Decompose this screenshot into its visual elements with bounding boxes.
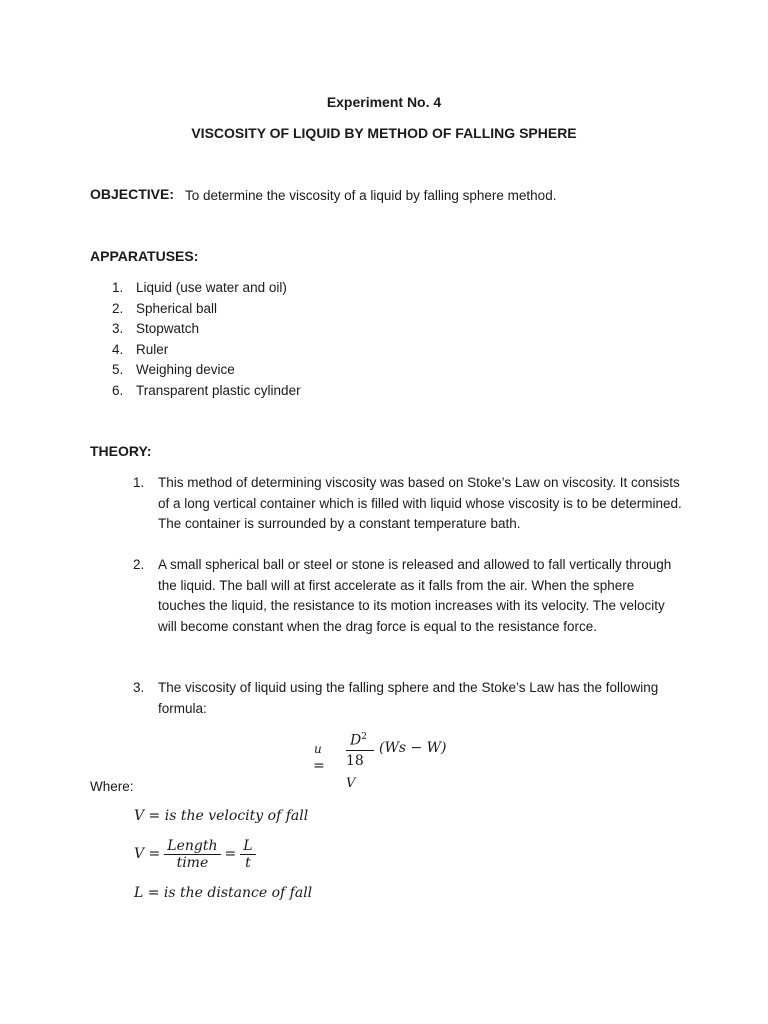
list-item (112, 299, 512, 320)
theory-item-number: 1. (133, 475, 145, 490)
list-item-number: 5. (112, 362, 124, 377)
stokes-formula (300, 728, 500, 796)
theory-item-number: 2. (133, 557, 145, 572)
theory-item-text: A small spherical ball or steel or stone is released and allowed to fall vertically through the liquid. The ball will at first accelerate as it falls from the air. When the sphere touches the liquid, the resistance to its motion increases with its velocity. The velocity will become constant when the drag force is equal to the resistance force. (158, 557, 672, 634)
theory-item (133, 678, 683, 719)
fraction-denominator: t (240, 854, 255, 871)
objective-label: OBJECTIVE: (90, 186, 175, 202)
formula-numerator-base: D (350, 732, 362, 749)
fraction-numerator: Length (167, 837, 218, 854)
theory-item-text: This method of determining viscosity was based on Stoke’s Law on viscosity. It consists of a long vertical container which is filled with liquid whose viscosity is to be determined. The container is surrounded by a constant temperature bath. (158, 475, 682, 531)
velocity-equation-lhs: V = (134, 846, 161, 862)
list-item-number: 1. (112, 280, 124, 295)
l-over-t-fraction (240, 838, 255, 871)
list-item-text: Ruler (136, 341, 169, 357)
formula-numerator-exponent: 2 (361, 732, 367, 742)
experiment-number-title: Experiment No. 4 (326, 94, 442, 110)
list-item-text: Liquid (use water and oil) (136, 280, 287, 295)
list-item (112, 360, 512, 381)
list-item-number: 3. (112, 321, 124, 336)
list-item-text: Transparent plastic cylinder (136, 382, 301, 398)
list-item-number: 4. (112, 341, 124, 357)
list-item-text: Stopwatch (136, 321, 200, 336)
theory-item-number: 3. (133, 680, 145, 695)
list-item (112, 381, 512, 402)
formula-fraction-bar (346, 750, 374, 751)
theory-item (133, 473, 683, 535)
objective-text: To determine the viscosity of a liquid by falling sphere method. (185, 188, 557, 203)
distance-definition: L = is the distance of fall (134, 885, 313, 901)
theory-item-text: The viscosity of liquid using the falling sphere and the Stoke’s Law has the following formula: (158, 680, 659, 716)
formula-lhs-variable: u (314, 742, 322, 756)
formula-equals-sign: = (313, 758, 325, 774)
theory-heading: THEORY: (90, 443, 152, 459)
formula-divisor: V (346, 776, 356, 791)
length-over-time-fraction (164, 838, 220, 871)
equals-sign: = (224, 846, 237, 862)
apparatus-list (112, 278, 512, 401)
formula-paren-term: (Ws − W) (379, 740, 447, 756)
theory-item (133, 555, 683, 637)
list-item-text: Weighing device (136, 362, 235, 377)
velocity-equation (134, 832, 256, 876)
list-item-text: Spherical ball (136, 300, 218, 316)
formula-denominator: 18 (346, 753, 364, 769)
formula-numerator (350, 732, 367, 749)
apparatuses-heading: APPARATUSES: (90, 248, 199, 264)
list-item (112, 319, 512, 340)
list-item-number: 6. (112, 382, 124, 398)
list-item-number: 2. (112, 300, 124, 316)
where-label: Where: (90, 779, 134, 794)
experiment-main-title: VISCOSITY OF LIQUID BY METHOD OF FALLING SPHERE (191, 125, 577, 141)
fraction-numerator: L (243, 837, 253, 854)
list-item (112, 278, 512, 299)
velocity-definition: V = is the velocity of fall (134, 808, 309, 824)
list-item (112, 340, 512, 361)
fraction-denominator: time (164, 854, 220, 871)
